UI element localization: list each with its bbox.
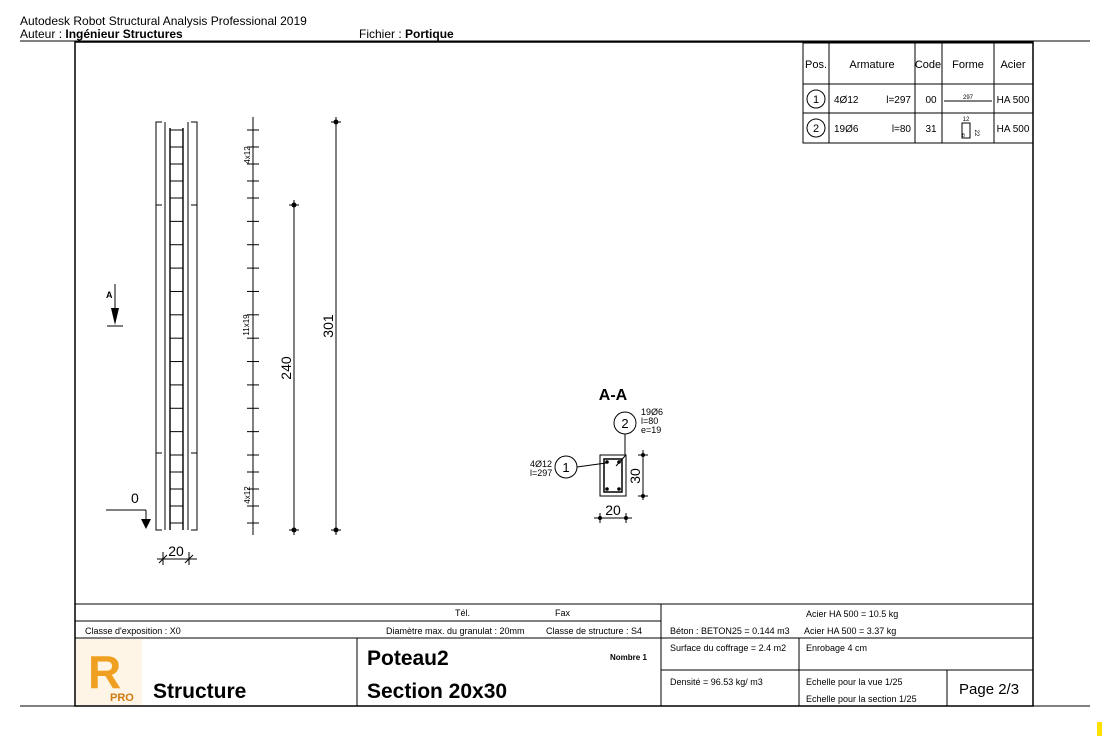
shape-dim-top: 12 [962,117,970,123]
stirrup-lines [170,130,183,523]
concrete-volume: Béton : BETON25 = 0.144 m3 [670,626,790,636]
bar-spec: 4Ø12 [834,95,859,106]
file-label: Fichier : [359,27,402,41]
formwork-area: Surface du coffrage = 2.4 m2 [670,643,787,653]
category-label: Structure [153,680,247,703]
level-arrow-icon [141,519,151,529]
dim-301-label: 301 [320,314,336,338]
callout-2-number: 2 [621,416,629,431]
logo-letter: R [88,646,122,698]
level-marker [106,490,151,529]
section-mark-label: A [106,290,113,300]
shape-dim: 297 [962,95,974,101]
spacing-bottom-label: 4x12 [243,486,252,504]
app-title: Autodesk Robot Structural Analysis Professional 2019 [20,14,307,28]
scale-view: Echelle pour la vue 1/25 [806,677,903,687]
bar1-label: 4Ø12 [530,459,553,469]
bar-code: 00 [925,95,937,106]
file-value: Portique [405,27,454,41]
rebar-dot [617,487,621,491]
bar-length-dims [278,117,341,535]
structure-class: Classe de structure : S4 [546,626,643,636]
fax-label: Fax [555,608,571,618]
section-aa [530,387,663,523]
section-stirrup [604,459,622,492]
spacing-top-label: 4x12 [243,146,252,164]
header-pos: Pos. [804,59,828,71]
aggregate-size: Diamètre max. du granulat : 20mm [386,626,525,636]
steel-weight-2: Acier HA 500 = 3.37 kg [804,626,897,636]
elevation-width-dim [157,543,197,565]
yellow-marker [1097,722,1102,736]
robot-pro-logo [76,639,142,705]
arrow-down-icon [111,308,119,325]
elevation-width-label: 20 [168,543,184,559]
bar-spec: 19Ø6 [834,124,859,135]
bar1-length: l=297 [530,468,553,478]
section-height-label: 30 [627,468,643,484]
rebar-row-1 [807,90,1030,108]
steel-grade: HA 500 [996,124,1030,135]
section-name: Section 20x30 [367,680,508,703]
callout-1-number: 1 [562,460,570,475]
bar2-length: l=80 [641,416,659,426]
page-number: Page 2/3 [959,681,1020,698]
rebar-table-headers [805,59,1026,71]
element-count: Nombre 1 [610,653,647,662]
header-acier: Acier [1000,59,1026,71]
bar-length: l=297 [886,95,911,106]
cover: Enrobage 4 cm [806,643,868,653]
steel-grade: HA 500 [996,95,1030,106]
rebar-dot [605,487,609,491]
header-forme: Forme [952,59,984,71]
bar2-spacing: e=19 [641,425,662,435]
column-elevation [156,122,197,530]
spacing-dimension [242,117,259,535]
scale-section: Echelle pour la section 1/25 [806,694,917,704]
header-code: Code [914,59,942,71]
author-label: Auteur : [20,27,63,41]
rebar-row-2 [807,117,1030,139]
bar2-label: 19Ø6 [641,407,664,417]
section-marker-a [106,284,123,326]
element-name: Poteau2 [367,647,449,670]
author-value: Ingénieur Structures [65,27,183,41]
bar-code: 31 [925,124,937,135]
spacing-mid-label: 11x19 [242,314,251,336]
tel-label: Tél. [455,608,471,618]
shape-dim-left: 8 [962,133,965,139]
pos-number: 2 [812,123,820,135]
section-title: A-A [598,387,628,404]
logo-sub: PRO [110,692,134,704]
dim-240-label: 240 [278,356,294,380]
exposure-class: Classe d'exposition : X0 [85,626,181,636]
steel-density: Densité = 96.53 kg/ m3 [670,677,763,687]
level-label: 0 [131,490,139,506]
drawing-frame [75,42,1033,706]
pos-number: 1 [812,94,820,106]
steel-weight-1: Acier HA 500 = 10.5 kg [806,609,899,619]
header-armature: Armature [849,59,895,71]
bar-length: l=80 [891,124,911,135]
section-width-label: 20 [605,502,621,518]
shape-dim-side: 22 [973,129,979,137]
